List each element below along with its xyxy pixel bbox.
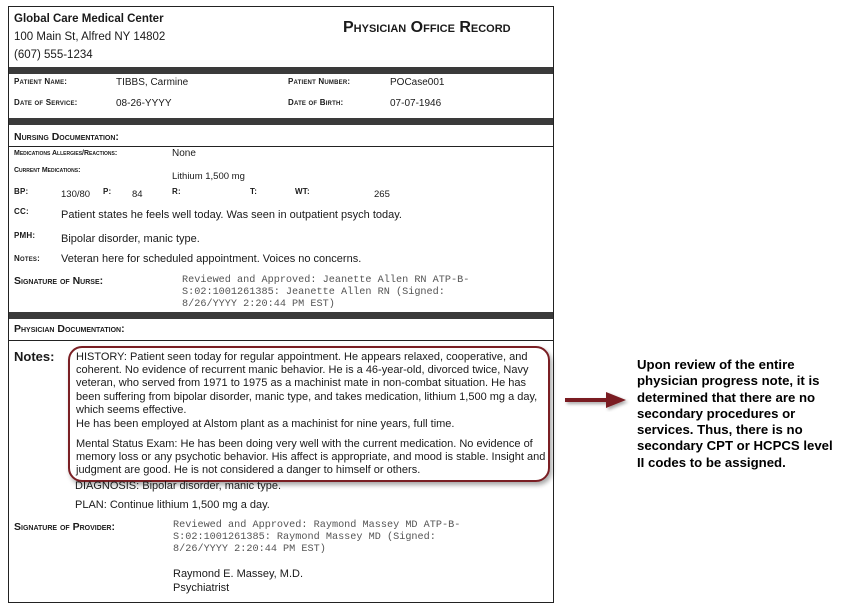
patient-name: TIBBS, Carmine (116, 77, 189, 88)
section-bar (9, 67, 553, 74)
nurse-signature-label: Signature of Nurse: (14, 275, 104, 287)
mental-status-paragraph: Mental Status Exam: He has been doing very well with the current medication. No evidence of memory loss or any psychotic behavior. His affect is appropriate, and mood is stable. Insight and judgment are good. He is not considered a danger to himself or others. (76, 438, 546, 477)
nursing-notes-label: Notes: (14, 254, 40, 263)
facility-address: 100 Main St, Alfred NY 14802 (14, 31, 166, 43)
nurse-signature: Reviewed and Approved: Jeanette Allen RN ATP-B- S:02:1001261385: Jeanette Allen RN (Signed: 8/26/YYYY 2:20:44 PM EST) (182, 275, 470, 310)
allergies-label: Medications Allergies/Reactions: (14, 150, 118, 157)
date-of-service: 08-26-YYYY (116, 98, 172, 109)
weight-value: 265 (374, 189, 390, 200)
physician-notes-label: Notes: (14, 349, 55, 364)
date-of-birth: 07-07-1946 (390, 98, 442, 109)
nursing-section-title: Nursing Documentation: (14, 131, 119, 143)
plan: PLAN: Continue lithium 1,500 mg a day. (75, 499, 270, 511)
bp-value: 130/80 (61, 189, 91, 200)
diagnosis: DIAGNOSIS: Bipolar disorder, manic type. (75, 480, 282, 492)
history-paragraph: HISTORY: Patient seen today for regular appointment. He appears relaxed, cooperative, and coherent. No evidence of recurrent manic behavior. He is a 46-year-old, divorced twice, Navy veteran, who served from 1971 to 1975 as a machinist mate in non-combat situation. He has been suffering from bipolar disorder, manic type, and takes medication, lithium 1,500 mg a day, which seems effective. (76, 351, 538, 416)
facility-phone: (607) 555-1234 (14, 49, 93, 61)
pmh-value: Bipolar disorder, manic type. (61, 233, 200, 245)
weight-label: WT: (295, 187, 310, 196)
facility-name: Global Care Medical Center (14, 13, 164, 25)
section-bar (9, 312, 553, 319)
pmh-label: PMH: (14, 231, 36, 240)
provider-title: Psychiatrist (173, 582, 230, 594)
provider-signature: Reviewed and Approved: Raymond Massey MD ATP-B- S:02:1001261385: Raymond Massey MD (Signed: 8/26/YYYY 2:20:44 PM EST) (173, 520, 461, 555)
provider-name: Raymond E. Massey, M.D. (173, 568, 303, 580)
current-meds-value: Lithium 1,500 mg (172, 171, 245, 182)
review-callout: Upon review of the entire physician progress note, it is determined that there are no secondary procedures or services. Thus, there is no secondary CPT or HCPCS level II codes to be assigned. (637, 357, 833, 470)
cc-value: Patient states he feels well today. Was seen in outpatient psych today. (61, 209, 402, 221)
section-bar (9, 118, 553, 125)
patient-number: POCase001 (390, 77, 445, 88)
cc-label: CC: (14, 207, 29, 216)
patient-number-label: Patient Number: (288, 77, 351, 86)
current-meds-label: Current Medications: (14, 167, 81, 174)
resp-label: R: (172, 187, 181, 196)
nursing-notes-value: Veteran here for scheduled appointment. Voices no concerns. (61, 253, 362, 265)
physician-section-title: Physician Documentation: (14, 323, 125, 335)
allergies-value: None (172, 148, 196, 159)
divider (9, 340, 553, 341)
temp-label: T: (250, 187, 258, 196)
patient-name-label: Patient Name: (14, 77, 68, 86)
arrow-right-icon (562, 388, 630, 412)
divider (9, 146, 553, 147)
date-of-service-label: Date of Service: (14, 98, 78, 107)
provider-signature-label: Signature of Provider: (14, 521, 115, 533)
pulse-label: P: (103, 187, 112, 196)
physician-office-record (8, 6, 554, 603)
employment-paragraph: He has been employed at Alstom plant as a machinist for nine years, full time. (76, 418, 455, 430)
pulse-value: 84 (132, 189, 143, 200)
bp-label: BP: (14, 187, 29, 196)
form-title: Physician Office Record (343, 19, 511, 36)
date-of-birth-label: Date of Birth: (288, 98, 344, 107)
